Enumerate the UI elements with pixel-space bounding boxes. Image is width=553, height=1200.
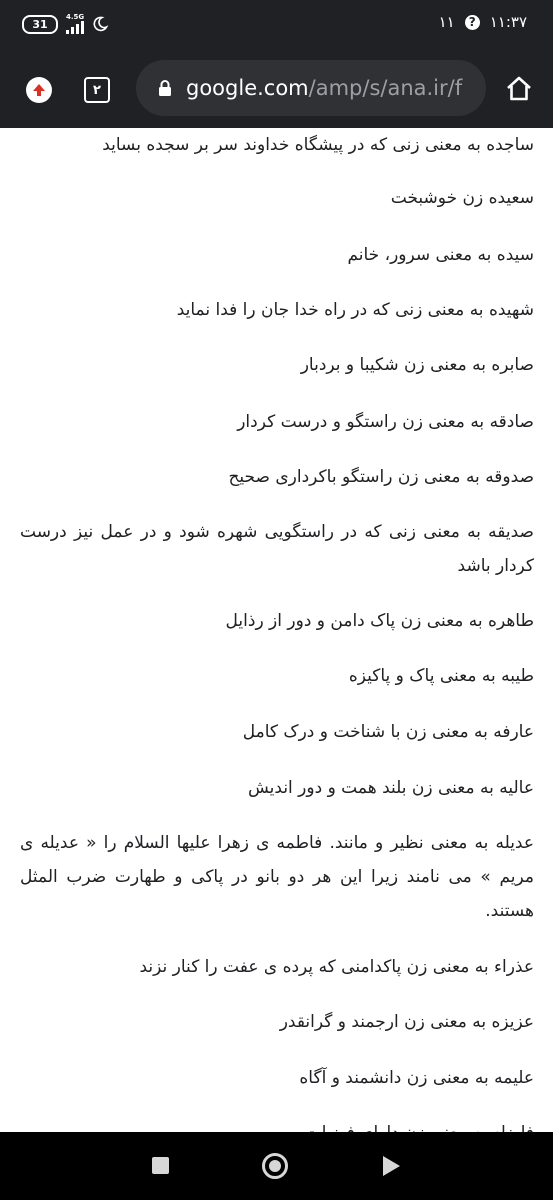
clock: ۱۱:۳۷ <box>489 13 527 31</box>
signal-icon <box>66 21 84 34</box>
list-item: صدیقه به معنی زنی که در راستگویی شهره شود و در عمل نیز درست کردار باشد <box>20 522 534 576</box>
list-item: طیبه به معنی پاک و پاکیزه <box>348 666 534 686</box>
status-right-icons <box>439 13 527 31</box>
list-item: شهیده به معنی زنی که در راه خدا جان را فدا نماید <box>176 300 534 320</box>
list-item: صدوقه به معنی زن راستگو باکرداری صحیح <box>228 467 534 487</box>
list-item: عزیزه به معنی زن ارجمند و گرانقدر <box>279 1012 534 1032</box>
list-item: صابره به معنی زن شکیبا و بردبار <box>300 355 534 375</box>
url-text <box>186 76 462 100</box>
list-item: طاهره به معنی زن پاک دامن و دور از رذایل <box>225 611 534 631</box>
home-icon[interactable] <box>505 75 533 103</box>
network-indicator <box>66 14 84 34</box>
list-item: سعیده زن خوشبخت <box>390 188 534 208</box>
list-item: عارفه به معنی زن با شناخت و درک کامل <box>242 722 534 742</box>
network-type-label: 4.5G <box>66 13 85 21</box>
navigation-bar <box>0 1132 553 1200</box>
do-not-disturb-moon-icon <box>92 16 108 32</box>
url-path: /amp/s/ana.ir/f <box>308 76 463 100</box>
list-item: سیده به معنی سرور، خانم <box>347 245 534 265</box>
arrow-up-icon <box>32 83 46 97</box>
help-icon: ? <box>465 15 480 30</box>
triangle-back-icon[interactable] <box>383 1156 400 1176</box>
battery-icon: 31 <box>22 15 58 34</box>
update-button[interactable] <box>26 77 52 103</box>
lock-icon <box>158 79 172 97</box>
square-overview-icon[interactable] <box>152 1157 169 1174</box>
tab-switcher-button[interactable]: ۲ <box>84 77 110 103</box>
page-content[interactable] <box>0 128 553 1132</box>
list-item: ساجده به معنی زنی که در پیشگاه خداوند سر بر سجده بساید <box>102 135 534 155</box>
list-item: عدیله به معنی نظیر و مانند. فاطمه ی زهرا علیها السلام را « عدیله ی مریم » می نامند زیرا این هر دو بانو در پاکی و طهارت ضرب المثل هستند. <box>20 833 534 921</box>
status-left-icons <box>22 14 108 34</box>
list-item: علیمه به معنی زن دانشمند و آگاه <box>299 1068 534 1088</box>
address-bar[interactable] <box>136 60 486 116</box>
list-item: عذراء به معنی زن پاکدامنی که پرده ی عفت را کنار نزند <box>139 957 534 977</box>
notification-count: ۱۱ <box>438 13 455 31</box>
circle-home-icon[interactable] <box>262 1153 288 1179</box>
list-item: صادقه به معنی زن راستگو و درست کردار <box>237 412 534 432</box>
url-domain: google.com <box>186 76 309 100</box>
browser-toolbar <box>0 48 553 128</box>
list-item: عالیه به معنی زن بلند همت و دور اندیش <box>247 778 534 798</box>
status-bar <box>0 0 553 48</box>
